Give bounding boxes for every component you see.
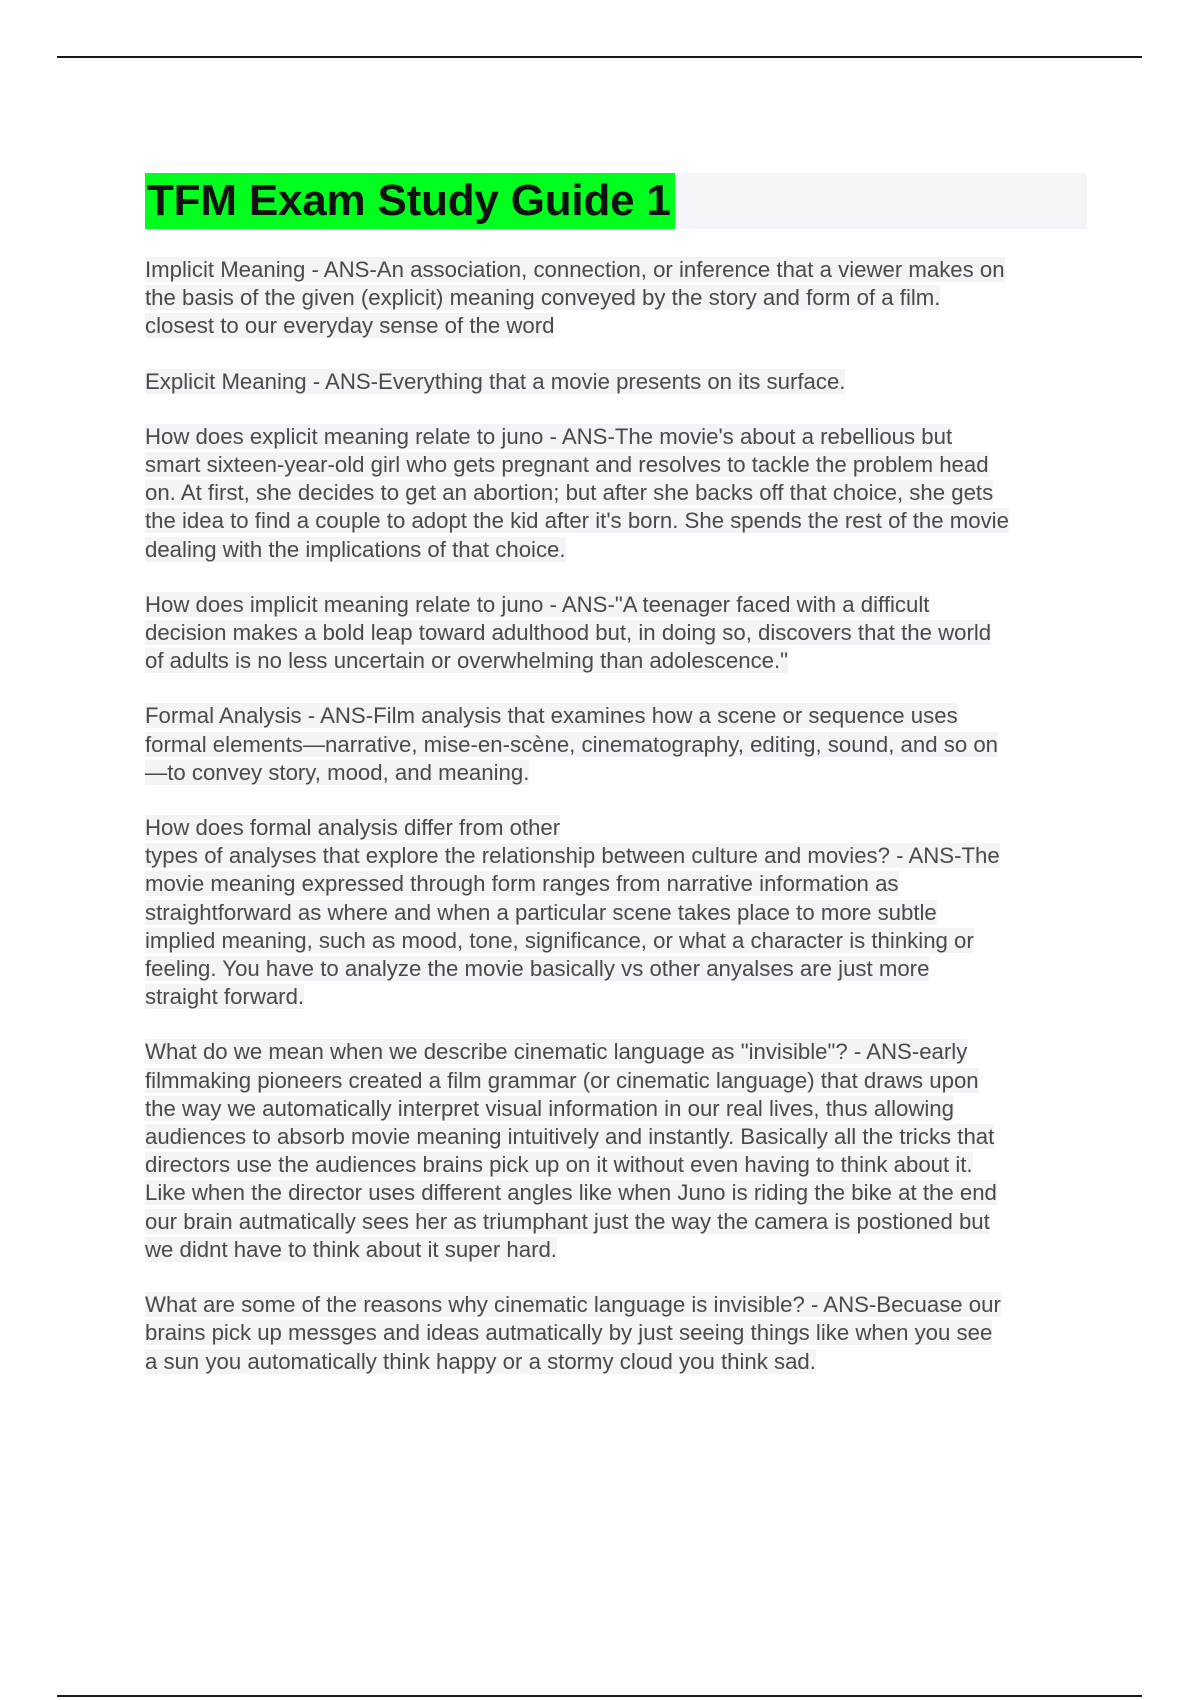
entry-line xyxy=(145,479,1095,507)
entry-line-text: types of analyses that explore the relationship between culture and movies? - ANS-The xyxy=(145,843,1000,869)
entry-line xyxy=(145,1208,1095,1236)
entry-line xyxy=(145,899,1095,927)
entry-line xyxy=(145,731,1095,759)
entry-line xyxy=(145,927,1095,955)
entry-line-text: —to convey story, mood, and meaning. xyxy=(145,759,530,785)
study-entry xyxy=(145,1038,1095,1264)
study-entry xyxy=(145,256,1095,341)
study-entry xyxy=(145,1291,1095,1376)
entry-line-text: of adults is no less uncertain or overwhelming than adolescence." xyxy=(145,648,789,674)
entry-line-text: on. At first, she decides to get an abortion; but after she backs off that choice, she gets xyxy=(145,480,994,506)
entry-line-text: Implicit Meaning - ANS-An association, connection, or inference that a viewer makes on xyxy=(145,257,1005,282)
entry-line-text: How does explicit meaning relate to juno - ANS-The movie's about a rebellious but xyxy=(145,423,953,449)
entry-line xyxy=(145,1291,1095,1319)
entry-line xyxy=(145,1095,1095,1123)
entry-line xyxy=(145,814,1095,842)
entry-line xyxy=(145,1123,1095,1151)
entry-line xyxy=(145,1151,1095,1179)
entry-line-text: feeling. You have to analyze the movie basically vs other anyalses are just more xyxy=(145,956,930,982)
entry-line-text: filmmaking pioneers created a film grammar (or cinematic language) that draws upon xyxy=(145,1067,979,1093)
entry-line xyxy=(145,256,1095,284)
entry-line-text: straight forward. xyxy=(145,984,305,1010)
entry-line-text: Like when the director uses different angles like when Juno is riding the bike at the end xyxy=(145,1180,997,1206)
entry-line-text: the basis of the given (explicit) meaning conveyed by the story and form of a film. xyxy=(145,285,941,311)
entry-line-text: our brain autmatically sees her as triumphant just the way the camera is postioned but xyxy=(145,1208,990,1234)
entry-line-text: smart sixteen-year-old girl who gets pregnant and resolves to tackle the problem head xyxy=(145,452,989,478)
page-title: TFM Exam Study Guide 1 xyxy=(145,173,675,229)
entry-line-text: What do we mean when we describe cinematic language as "invisible"? - ANS-early xyxy=(145,1039,968,1065)
entry-line xyxy=(145,1179,1095,1207)
entry-line-text: directors use the audiences brains pick up on it without even having to think about it. xyxy=(145,1152,973,1178)
entry-line-text: Explicit Meaning - ANS-Everything that a movie presents on its surface. xyxy=(145,368,846,394)
entry-line-text: the way we automatically interpret visual information in our real lives, thus allowing xyxy=(145,1095,954,1121)
entry-line-text: Formal Analysis - ANS-Film analysis that examines how a scene or sequence uses xyxy=(145,703,958,729)
entry-line xyxy=(145,842,1095,870)
entry-line xyxy=(145,1319,1095,1347)
entry-line xyxy=(145,1348,1095,1376)
entry-line-text: implied meaning, such as mood, tone, significance, or what a character is thinking or xyxy=(145,927,974,953)
entry-line xyxy=(145,368,1095,396)
entry-line xyxy=(145,619,1095,647)
top-rule xyxy=(57,56,1142,58)
study-entry xyxy=(145,368,1095,396)
study-entry xyxy=(145,702,1095,787)
entry-line-text: decision makes a bold leap toward adulthood but, in doing so, discovers that the world xyxy=(145,620,992,646)
entry-line xyxy=(145,1067,1095,1095)
entry-line-text: How does implicit meaning relate to juno - ANS-"A teenager faced with a difficult xyxy=(145,591,930,617)
entry-line-text: What are some of the reasons why cinematic language is invisible? - ANS-Becuase our xyxy=(145,1292,1001,1318)
entry-line xyxy=(145,312,1095,340)
entry-line xyxy=(145,702,1095,730)
entry-line-text: dealing with the implications of that choice. xyxy=(145,536,566,562)
entry-line xyxy=(145,1236,1095,1264)
entry-line xyxy=(145,647,1095,675)
study-entry xyxy=(145,814,1095,1011)
entry-line-text: audiences to absorb movie meaning intuitively and instantly. Basically all the tricks that xyxy=(145,1124,995,1150)
entry-line xyxy=(145,507,1095,535)
entry-line-text: closest to our everyday sense of the word xyxy=(145,313,555,339)
entry-line xyxy=(145,591,1095,619)
entry-line-text: movie meaning expressed through form ranges from narrative information as xyxy=(145,871,899,897)
entry-line-text: brains pick up messges and ideas autmatically by just seeing things like when you see xyxy=(145,1320,993,1346)
entry-line xyxy=(145,423,1095,451)
entry-line xyxy=(145,955,1095,983)
entry-line xyxy=(145,284,1095,312)
entry-line-text: we didnt have to think about it super hard. xyxy=(145,1236,557,1262)
entry-line-text: a sun you automatically think happy or a stormy cloud you think sad. xyxy=(145,1348,816,1374)
study-entries xyxy=(145,256,1095,1403)
entry-line-text: the idea to find a couple to adopt the kid after it's born. She spends the rest of the movie xyxy=(145,508,1009,534)
entry-line xyxy=(145,536,1095,564)
entry-line-text: formal elements—narrative, mise-en-scène, cinematography, editing, sound, and so on xyxy=(145,731,999,757)
entry-line xyxy=(145,983,1095,1011)
entry-line xyxy=(145,870,1095,898)
bottom-rule xyxy=(57,1695,1142,1697)
entry-line xyxy=(145,451,1095,479)
entry-line xyxy=(145,1038,1095,1066)
entry-line-text: straightforward as where and when a particular scene takes place to more subtle xyxy=(145,899,937,925)
study-entry xyxy=(145,591,1095,676)
entry-line xyxy=(145,759,1095,787)
entry-line-text: How does formal analysis differ from other xyxy=(145,815,561,841)
study-entry xyxy=(145,423,1095,564)
